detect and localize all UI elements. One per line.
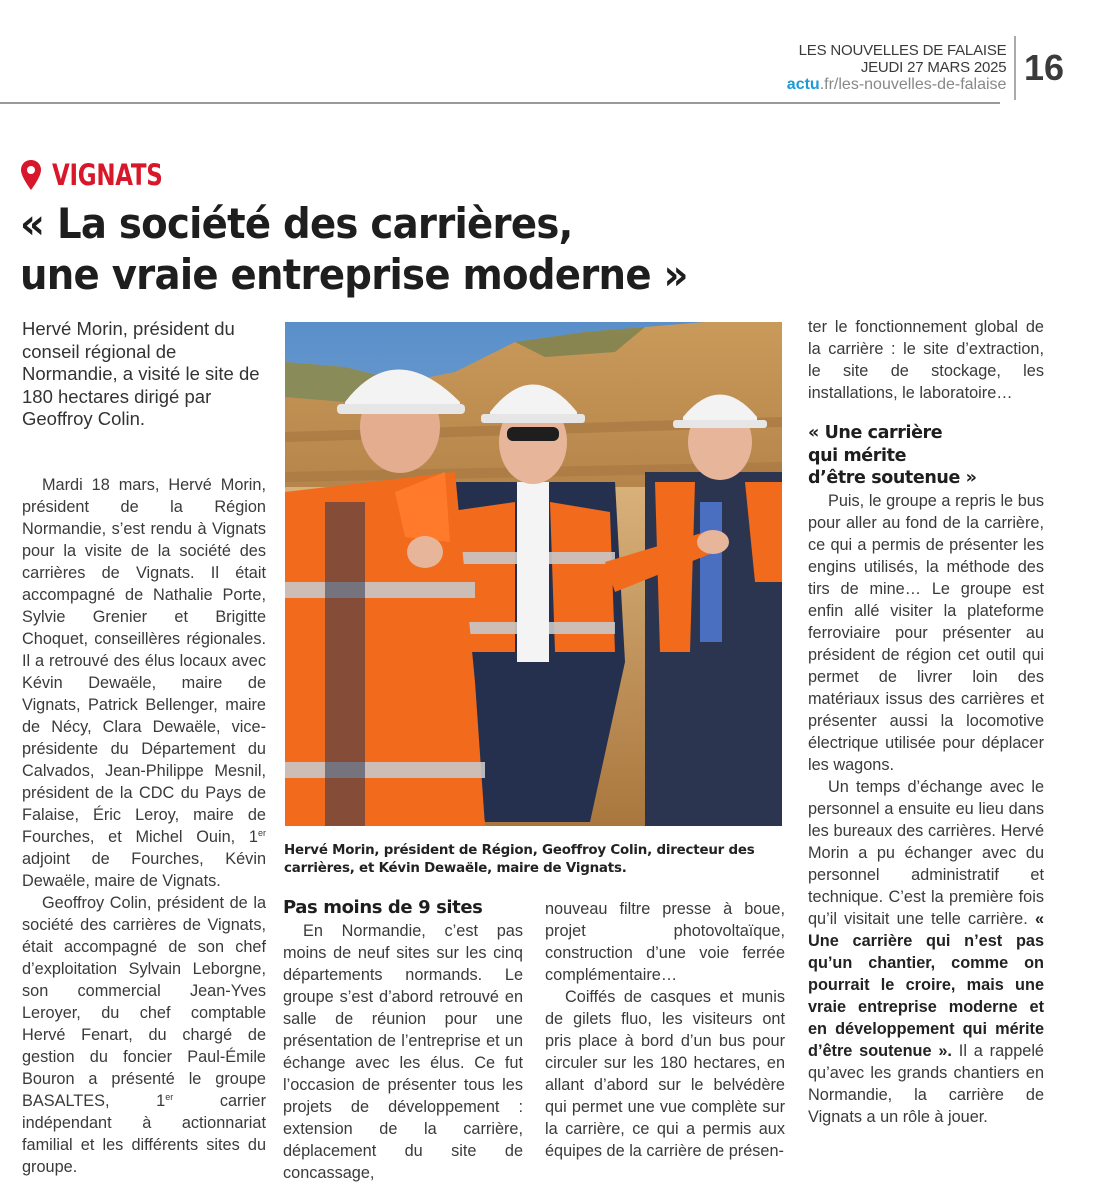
headline (20, 198, 920, 300)
publication-name: LES NOUVELLES DE FALAISE (798, 42, 1007, 59)
standfirst: Hervé Morin, président du conseil régional de Normandie, a visité le site de 180 hectares dirigé par Geoffroy Colin. (22, 318, 260, 429)
paragraph: ter le fonctionnement global de la carrière : le site d’extraction, le site de stockage, les installations, le laboratoire… (808, 318, 1044, 402)
paragraph: Mardi 18 mars, Hervé Morin, président de la Région Normandie, s’est rendu à Vignats pour la visite de la société des carrières de Vignats. Il était accompagné de Nathalie Porte, Sylvie Grenier et Brigitte Choquet, conseillères régionales. Il a retrouvé des élus locaux avec Kévin Dewaële, maire de Vignats, Patrick Bellenger, maire de Nécy, Clara Dewaële, vice-présidente du Département du Calvados, Jean-Philippe Mesnil, président de la CDC du Pays de Falaise, Éric Leroy, maire de Fourches, et Michel Ouin, 1er adjoint de Fourches, Kévin Dewaële, maire de Vignats. (22, 476, 266, 890)
paragraph: Puis, le groupe a repris le bus pour aller au fond de la carrière, ce qui a permis de présenter les engins utilisés, la méthode des tirs de mine… Le groupe est enfin allé visiter la plateforme ferroviaire pour présenter au président de région cet outil qui permet de livrer loin des matériaux issus des carrières et présenter aussi la locomotive électrique utilisée pour déplacer les wagons. (808, 491, 1044, 774)
paragraph: Un temps d’échange avec le personnel a ensuite eu lieu dans les bureaux des carrières. Hervé Morin a pu échanger avec du personnel administratif et technique. C’est la première fois qu’il visitait une telle carrière. « Une carrière qui n’est pas qu’un chantier, comme on pourrait le croire, mais une vraie entreprise moderne et en développement qui mérite d’être soutenue ». Il a rappelé qu’avec les grands chantiers en Normandie, la carrière de Vignats a un rôle à jouer. (808, 777, 1044, 1126)
masthead (787, 42, 1064, 94)
kicker-location: VIGNATS (52, 158, 163, 192)
publication-date: JEUDI 27 MARS 2025 (860, 59, 1007, 76)
paragraph: nouveau filtre presse à boue, projet photovoltaïque, construction d’une voie ferrée complémentaire… (545, 900, 785, 984)
photo-caption: Hervé Morin, président de Région, Geoffroy Colin, directeur des carrières, et Kévin Dewaële, maire de Vignats. (284, 843, 755, 876)
article-column-2 (283, 920, 523, 1184)
article-column-1 (22, 474, 266, 1178)
article-column-4 (808, 316, 1044, 1128)
headline-line-1: « La société des carrières, (20, 199, 573, 248)
quarry-photo-illustration (285, 322, 782, 826)
article-column-3 (545, 898, 785, 1162)
pull-quote: « Une carrière qui n’est pas qu’un chantier, comme on pourrait le croire, mais une vraie entreprise moderne et en développement qui mérite d’être soutenue ». (808, 909, 1044, 1060)
masthead-text (787, 42, 1015, 94)
kicker (20, 158, 178, 192)
paragraph: En Normandie, c’est pas moins de neuf sites sur les cinq départements normands. Le groupe s’est d’abord retrouvé en salle de réunion pour une présentation de l’entreprise et un échange avec les élus. Ce fut l’occasion de présenter tous les projets de développement : extension de la carrière, déplacement du site de concassage, (283, 922, 523, 1182)
publication-url[interactable] (787, 76, 1007, 94)
paragraph: Coiffés de casques et munis de gilets fluo, les visiteurs ont pris place à bord d’un bus pour circuler sur les 180 hectares, en allant d’abord sur le belvédère qui permet une vue complète sur la carrière, ce qui a permis aux équipes de la carrière de présen- (545, 988, 785, 1160)
url-brand: actu (786, 76, 820, 93)
url-path: .fr/les-nouvelles-de-falaise (819, 76, 1007, 93)
subheading-quote: « Une carrière qui mérite d’être soutenue » (808, 423, 977, 488)
subheading-sites: Pas moins de 9 sites (283, 897, 483, 918)
header-rule (0, 102, 1000, 104)
headline-line-2: une vraie entreprise moderne » (20, 250, 688, 299)
paragraph: Geoffroy Colin, président de la société des carrières de Vignats, était accompagné de son chef d’exploitation Sylvain Leborgne, son commercial Jean-Yves Leroyer, du chef comptable Hervé Fenart, du chargé de gestion du foncier Paul-Émile Bouron a présenté le groupe BASALTES, 1er carrier indépendant à actionnariat familial et les différents sites du groupe. (22, 894, 266, 1176)
page-number: 16 (1023, 47, 1064, 88)
map-pin-icon (20, 159, 42, 191)
article-photo (285, 322, 782, 826)
